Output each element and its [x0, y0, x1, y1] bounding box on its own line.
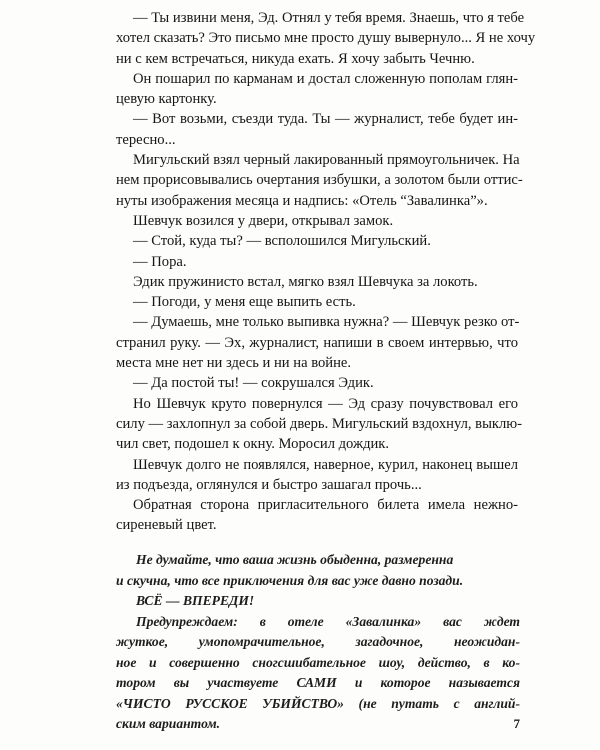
main-text — [116, 8, 536, 536]
invitation-back-text — [116, 550, 520, 735]
text-line: — Да постой ты! — сокрушался Эдик. — [133, 375, 374, 392]
invitation-line: ное и совершенно сногсшибательное шоу, действо, в ко- — [116, 654, 520, 670]
text-line: — Стой, куда ты? — всполошился Мигульский. — [133, 233, 431, 250]
text-line: нуты изображения месяца и надпись: «Отель “Завалинка”». — [116, 192, 488, 209]
invitation-line: жуткое, умопомрачительное, загадочное, неожидан- — [116, 634, 520, 649]
text-line: Эдик пружинисто встал, мягко взял Шевчука за локоть. — [133, 273, 478, 290]
text-line: Но Шевчук круто повернулся — Эд сразу почувствовал его — [133, 395, 518, 412]
text-line: — Погоди, у меня еще выпить есть. — [133, 294, 356, 311]
text-line: Он пошарил по карманам и достал сложенную пополам глян- — [133, 70, 518, 87]
page-number: 7 — [513, 716, 520, 731]
text-line: Мигульский взял черный лакированный прямоугольничек. На — [133, 152, 520, 169]
text-line: хотел сказать? Это письмо мне просто душу вывернуло... Я не хочу — [116, 30, 536, 47]
text-line: странил руку. — Эх, журналист, напиши в своем интервью, что — [116, 334, 518, 351]
text-line: ни с кем встречаться, никуда ехать. Я хочу забыть Чечню. — [116, 50, 475, 67]
text-line: — Думаешь, мне только выпивка нужна? — Шевчук резко от- — [133, 314, 520, 331]
text-line: места мне нет ни здесь и ни на войне. — [116, 355, 352, 372]
text-line: — Пора. — [133, 253, 187, 270]
invitation-line: «ЧИСТО РУССКОЕ УБИЙСТВО» (не путать с англий- — [116, 695, 520, 711]
text-line: — Ты извини меня, Эд. Отнял у тебя время. Знаешь, что я тебе — [133, 10, 525, 26]
invitation-line: Предупреждаем: в отеле «Завалинка» вас ждет — [136, 613, 520, 629]
text-line: Шевчук возился у двери, открывал замок. — [133, 212, 394, 229]
text-line: из подъезда, оглянулся и быстро зашагал прочь... — [116, 476, 422, 493]
invitation-line: ским вариантом. — [116, 716, 221, 731]
text-line: силу — захлопнул за собой дверь. Мигульский вздохнул, выклю- — [116, 415, 523, 432]
text-line: — Вот возьми, съезди туда. Ты — журналист, тебе будет ин- — [133, 111, 518, 128]
invitation-line: Не думайте, что ваша жизнь обыденна, размеренна — [136, 552, 454, 567]
text-line: Шевчук долго не появлялся, наверное, курил, наконец вышел — [133, 456, 518, 473]
text-line: Обратная сторона пригласительного билета имела нежно- — [133, 497, 518, 514]
text-line: нем прорисовывались очертания избушки, а золотом были оттис- — [116, 172, 523, 189]
text-line: чил свет, подошел к окну. Моросил дождик. — [116, 436, 390, 453]
text-line: сиреневый цвет. — [116, 517, 217, 534]
invitation-line: тором вы участвуете САМИ и которое называется — [116, 675, 520, 690]
invitation-headline: ВСЁ — ВПЕРЕДИ! — [136, 593, 255, 608]
text-line: цевую картонку. — [116, 91, 217, 108]
text-line: тересно... — [116, 131, 176, 148]
invitation-line: и скучна, что все приключения для вас уже давно позади. — [116, 572, 464, 588]
